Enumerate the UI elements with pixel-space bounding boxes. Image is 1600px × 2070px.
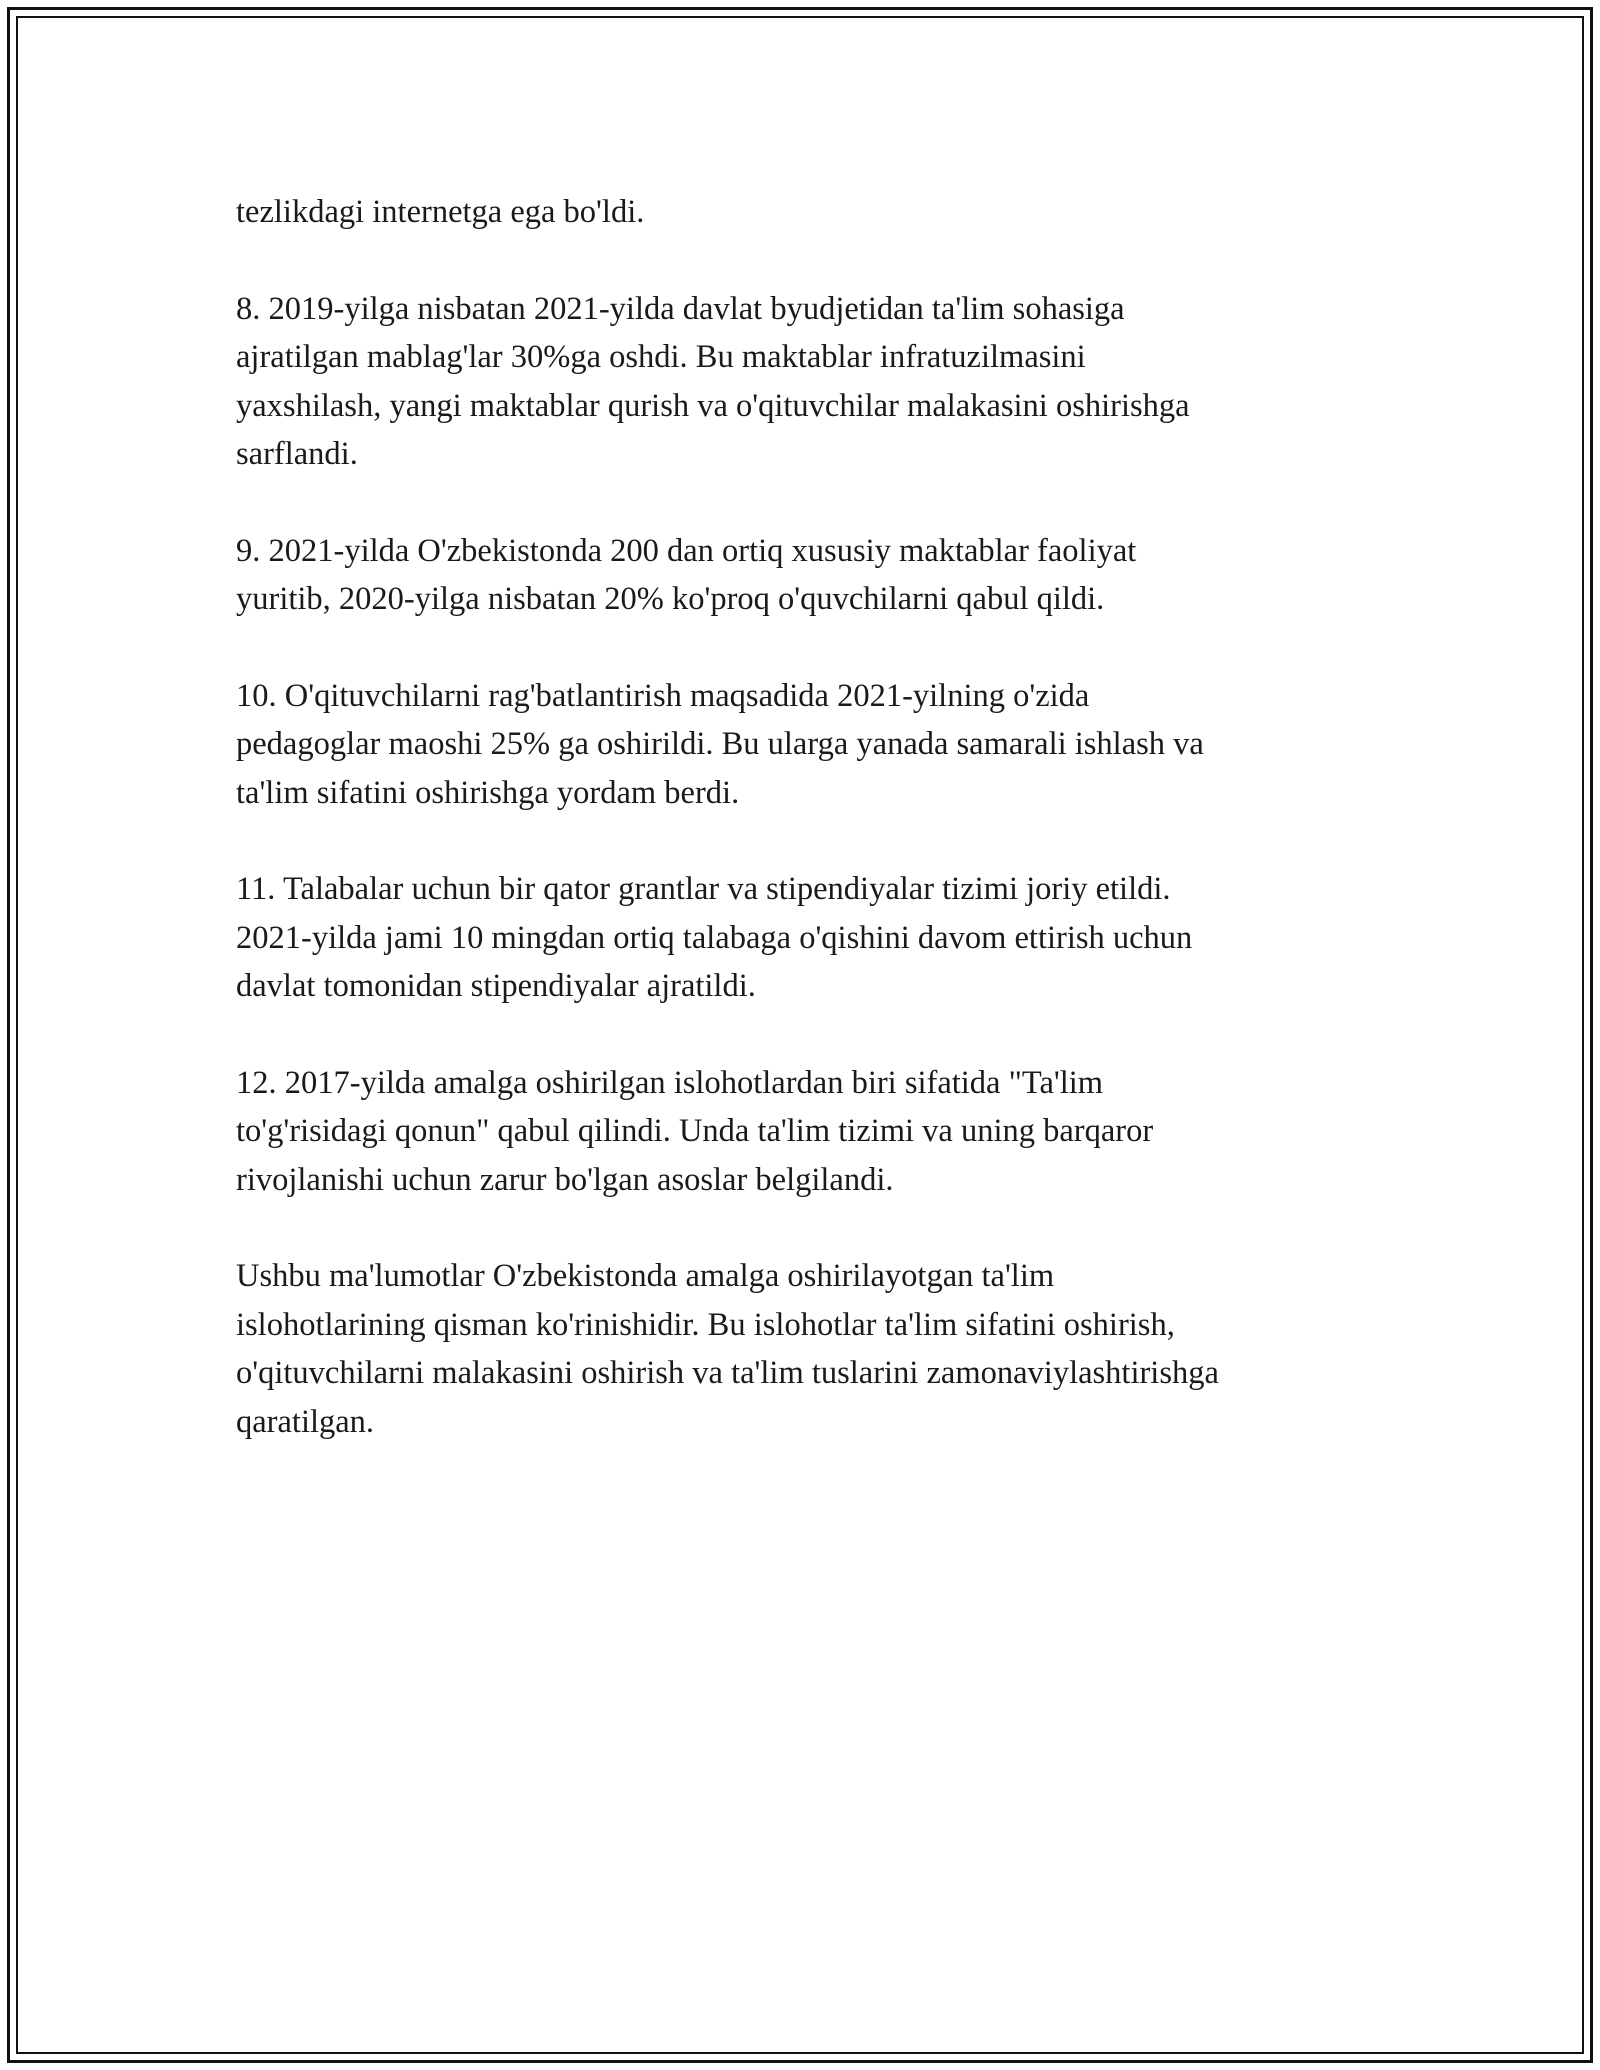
paragraph-item-12: 12. 2017-yilda amalga oshirilgan islohotlardan biri sifatida "Ta'lim to'g'risidagi qonun" qabul qilindi. Unda ta'lim tizimi va uning barqaror rivojlanishi uchun zarur bo'lgan asoslar belgilandi. bbox=[236, 1064, 1154, 1198]
paragraph-conclusion: Ushbu ma'lumotlar O'zbekistonda amalga oshirilayotgan ta'lim islohotlarining qisman ko'rinishidir. Bu islohotlar ta'lim sifatini oshirish, o'qituvchilarni malakasini oshirish va ta'lim tuslarini zamonaviylashtirishga qaratilgan. bbox=[236, 1258, 1219, 1440]
paragraph-item-10: 10. O'qituvchilarni rag'batlantirish maqsadida 2021-yilning o'zida pedagoglar maoshi 25% ga oshirildi. Bu ularga yanada samarali ishlash va ta'lim sifatini oshirishga yordam berdi. bbox=[236, 677, 1204, 811]
paragraph-item-8: 8. 2019-yilga nisbatan 2021-yilda davlat byudjetidan ta'lim sohasiga ajratilgan mablag'lar 30%ga oshdi. Bu maktablar infratuzilmasini yaxshilash, yangi maktablar qurish va o'qituvchilar malakasini oshirishga sarflandi. bbox=[236, 290, 1190, 472]
document-body bbox=[236, 188, 1366, 1494]
paragraph-item-9: 9. 2021-yilda O'zbekistonda 200 dan ortiq xususiy maktablar faoliyat yuritib, 2020-yilga nisbatan 20% ko'proq o'quvchilarni qabul qildi. bbox=[236, 532, 1137, 617]
paragraph-item-11: 11. Talabalar uchun bir qator grantlar va stipendiyalar tizimi joriy etildi. 2021-yilda jami 10 mingdan ortiq talabaga o'qishini davom ettirish uchun davlat tomonidan stipendiyalar ajratildi. bbox=[236, 871, 1193, 1004]
paragraph-intro-continuation: tezlikdagi internetga ega bo'ldi. bbox=[236, 194, 645, 230]
